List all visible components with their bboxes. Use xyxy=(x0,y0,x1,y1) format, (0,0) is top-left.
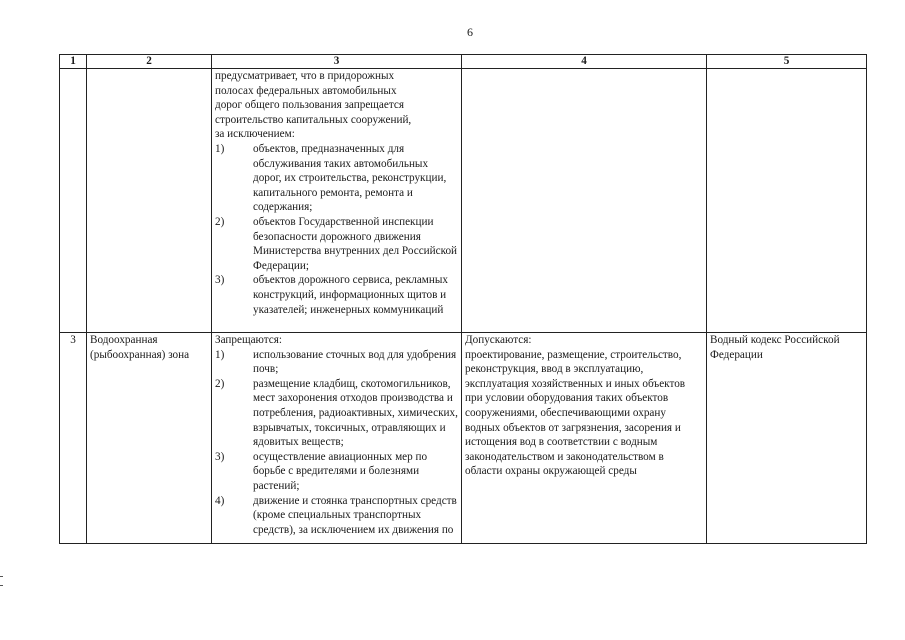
list-item xyxy=(215,142,458,215)
page-number: 6 xyxy=(467,25,473,39)
legal-basis-cell xyxy=(707,69,867,333)
list-item xyxy=(215,377,458,450)
item-text: использование сточных вод для удобрения почв; xyxy=(253,348,457,376)
item-number: 1) xyxy=(215,348,225,361)
restrictions-cell xyxy=(212,69,462,333)
column-header: 3 xyxy=(212,55,462,69)
text-line: Допускаются: xyxy=(465,334,532,346)
item-text: объектов дорожного сервиса, рекламных конструкций, информационных щитов и указателей; инженерных коммуникаций xyxy=(253,274,448,316)
permissions-cell xyxy=(462,333,707,544)
item-number: 2) xyxy=(215,215,225,228)
list-item xyxy=(215,273,458,317)
scan-edge-mark xyxy=(0,576,3,586)
list-item xyxy=(215,494,458,538)
zone-name-cell xyxy=(87,69,212,333)
text-line: строительство капитальных сооружений, xyxy=(215,113,412,126)
table-header-row xyxy=(60,55,867,69)
item-number: 1) xyxy=(215,142,225,155)
regulations-table xyxy=(59,54,867,544)
row-number-cell: 3 xyxy=(60,333,87,544)
column-header: 4 xyxy=(462,55,707,69)
item-number: 3) xyxy=(215,274,225,287)
permissions-cell xyxy=(462,69,707,333)
item-number: 2) xyxy=(215,377,225,390)
table-row xyxy=(60,333,867,544)
text-line: Запрещаются: xyxy=(215,334,283,346)
column-header: 2 xyxy=(87,55,212,69)
column-header: 1 xyxy=(60,55,87,69)
text-line: проектирование, размещение, строительство, реконструкция, ввод в эксплуатацию, эксплуатация хозяйственных и иных объектов при условии оборудования таких объектов сооружениями, обеспечивающими охрану водных объектов от загрязнения, засорения и истощения вод в соответствии с водным законодательством и законодательством в области охраны окружающей среды xyxy=(465,348,688,478)
list-item xyxy=(215,450,458,494)
text-line: предусматривает, что в придорожных xyxy=(215,70,395,82)
item-text: движение и стоянка транспортных средств (кроме специальных транспортных средств), за исключением их движения по xyxy=(253,494,457,536)
item-text: объектов, предназначенных для обслуживания таких автомобильных дорог, их строительства, реконструкции, капитального ремонта, ремонта и содержания; xyxy=(253,142,447,214)
row-number-cell xyxy=(60,69,87,333)
text-line: за исключением: xyxy=(215,128,295,141)
item-text: размещение кладбищ, скотомогильников, мест захоронения отходов производства и потребления, радиоактивных, химических, взрывчатых, токсичных, отравляющих и ядовитых веществ; xyxy=(253,377,458,449)
item-text: осуществление авиационных мер по борьбе с вредителями и болезнями растений; xyxy=(253,450,428,492)
text-line: дорог общего пользования запрещается xyxy=(215,99,404,112)
legal-basis-cell: Водный кодекс Российской Федерации xyxy=(707,333,867,544)
list-item xyxy=(215,348,458,377)
zone-name-cell: Водоохранная (рыбоохранная) зона xyxy=(87,333,212,544)
table-row xyxy=(60,69,867,333)
text-line: полосах федеральных автомобильных xyxy=(215,84,397,97)
column-header: 5 xyxy=(707,55,867,69)
restrictions-cell xyxy=(212,333,462,544)
item-number: 4) xyxy=(215,494,225,507)
item-text: объектов Государственной инспекции безопасности дорожного движения Министерства внутренних дел Российской Федерации; xyxy=(253,215,458,272)
item-number: 3) xyxy=(215,450,225,463)
list-item xyxy=(215,215,458,273)
